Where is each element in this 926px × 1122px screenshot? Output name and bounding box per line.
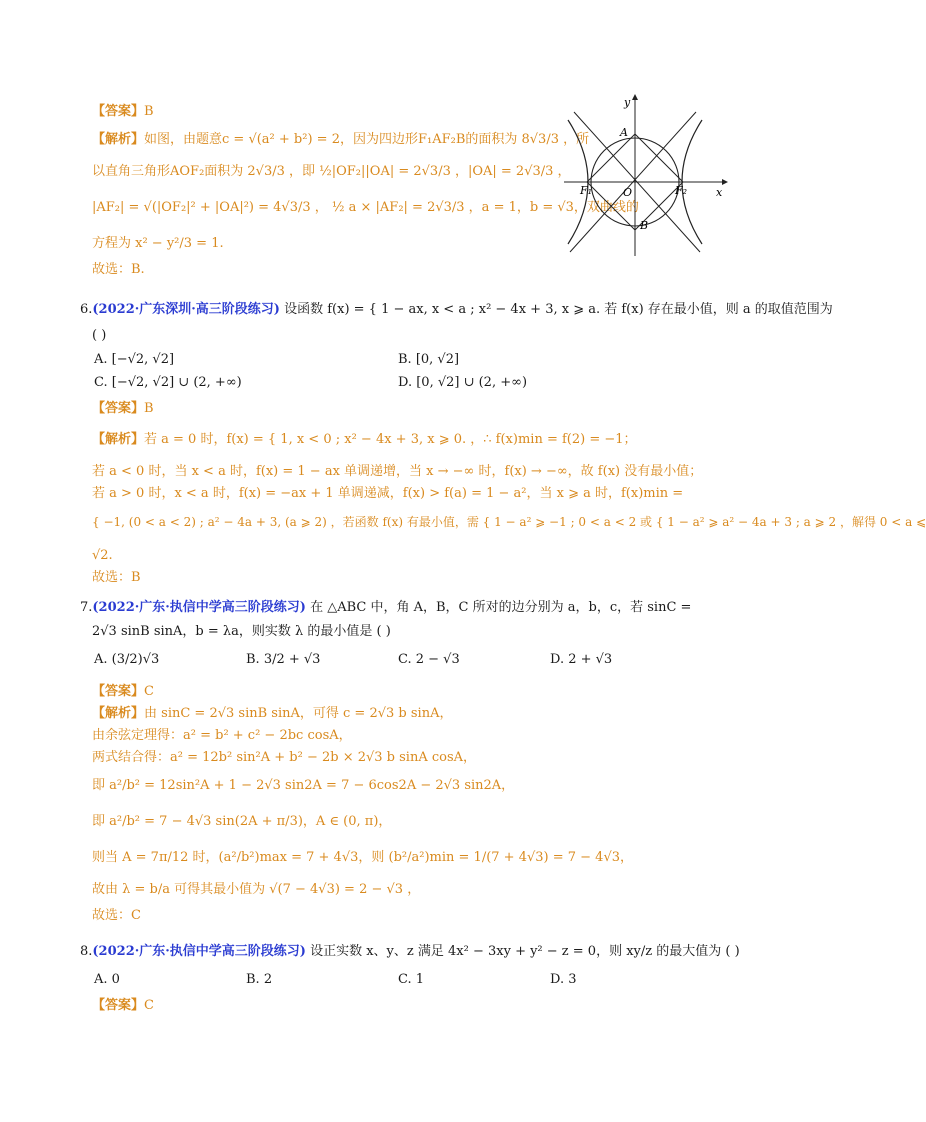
q6-option-a: A. [−√2, √2] bbox=[94, 352, 175, 367]
q7-conclusion: 故选：C bbox=[92, 908, 141, 923]
answer-tag: 【答案】 bbox=[92, 104, 145, 119]
q7-option-c: C. 2 − √3 bbox=[398, 652, 460, 667]
analysis-text: 由 sinC = 2√3 sinB sinA，可得 c = 2√3 b sinA， bbox=[144, 706, 453, 721]
q7-stem-line-2: 2√3 sinB sinA，b = λa，则实数 λ 的最小值是 ( ) bbox=[92, 624, 391, 639]
x-axis-arrow bbox=[722, 179, 728, 185]
question-source: (2022·广东·执信中学高三阶段练习) bbox=[92, 944, 306, 959]
question-text: 设正实数 x、y、z 满足 4x² − 3xy + y² − z = 0，则 xy/z 的最大值为 ( ) bbox=[310, 944, 740, 959]
question-source: (2022·广东·执信中学高三阶段练习) bbox=[92, 600, 306, 615]
label-B: B bbox=[640, 219, 649, 232]
label-A: A bbox=[620, 126, 628, 139]
q6-stem bbox=[80, 302, 833, 318]
analysis-text: 若 a = 0 时，f(x) = { 1, x < 0 ; x² − 4x + 3, x ⩾ 0. ，∴ f(x)min = f(2) = −1； bbox=[144, 432, 637, 447]
q8-option-b: B. 2 bbox=[246, 972, 273, 987]
question-source: (2022·广东深圳·高三阶段练习) bbox=[92, 302, 280, 317]
question-number: 6. bbox=[80, 302, 93, 317]
q5-analysis-line-3: |AF₂| = √(|OF₂|² + |OA|²) = 4√3/3 ， ½ a × |AF₂| = 2√3/3 ，a = 1，b = √3，双曲线的 bbox=[92, 200, 639, 215]
q6-option-b: B. [0, √2] bbox=[398, 352, 460, 367]
answer-tag: 【答案】 bbox=[92, 684, 145, 699]
q7-analysis-line-6: 则当 A = 7π/12 时，(a²/b²)max = 7 + 4√3，则 (b²/a²)min = 1/(7 + 4√3) = 7 − 4√3， bbox=[92, 850, 634, 865]
label-x: x bbox=[716, 186, 723, 199]
question-text: 在 △ABC 中，角 A，B，C 所对的边分别为 a，b，c，若 sinC = bbox=[310, 600, 692, 615]
q8-option-c: C. 1 bbox=[398, 972, 425, 987]
label-y: y bbox=[624, 96, 631, 109]
question-number: 7. bbox=[80, 600, 93, 615]
q8-stem bbox=[80, 944, 740, 960]
q5-analysis-line-2: 以直角三角形AOF₂面积为 2√3/3 ，即 ½|OF₂||OA| = 2√3/3 ，|OA| = 2√3/3 ， bbox=[92, 164, 571, 179]
segment-f1-a bbox=[587, 134, 635, 182]
answer-value: C bbox=[144, 684, 154, 699]
q7-analysis-line-4: 即 a²/b² = 12sin²A + 1 − 2√3 sin2A = 7 − 6cos2A − 2√3 sin2A， bbox=[92, 778, 515, 793]
q7-analysis-line-1 bbox=[92, 706, 452, 722]
label-F2: F₂ bbox=[675, 184, 688, 197]
q6-analysis-line-4: { −1, (0 < a < 2) ; a² − 4a + 3, (a ⩾ 2) ，若函数 f(x) 有最小值，需 { 1 − a² ⩾ −1 ; 0 < a < 2 或 { 1 − a² ⩾ a² − 4a + 3 ; a ⩾ 2 ，解得 0 < a ⩽ bbox=[92, 515, 926, 529]
q6-analysis-line-5: √2. bbox=[92, 548, 113, 563]
q5-answer bbox=[92, 104, 154, 120]
answer-value: B bbox=[144, 401, 154, 416]
analysis-tag: 【解析】 bbox=[92, 132, 145, 147]
q7-analysis-line-3: 两式结合得：a² = 12b² sin²A + b² − 2b × 2√3 b sinA cosA， bbox=[92, 750, 477, 765]
q6-paren: ( ) bbox=[92, 328, 107, 343]
label-O: O bbox=[623, 186, 633, 199]
q7-analysis-line-2: 由余弦定理得：a² = b² + c² − 2bc cosA， bbox=[92, 728, 352, 743]
q6-analysis-line-2: 若 a < 0 时，当 x < a 时，f(x) = 1 − ax 单调递增，当 x → −∞ 时，f(x) → −∞，故 f(x) 没有最小值； bbox=[92, 464, 703, 479]
q7-analysis-line-5: 即 a²/b² = 7 − 4√3 sin(2A + π/3)，A ∈ (0, π)， bbox=[92, 814, 392, 829]
answer-tag: 【答案】 bbox=[92, 998, 145, 1013]
q5-analysis-line-1 bbox=[92, 132, 589, 148]
answer-value: B bbox=[144, 104, 154, 119]
q7-stem-line-1 bbox=[80, 600, 691, 616]
q7-analysis-line-7: 故由 λ = b/a 可得其最小值为 √(7 − 4√3) = 2 − √3 ， bbox=[92, 882, 421, 897]
analysis-text: 如图，由题意c = √(a² + b²) = 2，因为四边形F₁AF₂B的面积为 8√3/3 ，所 bbox=[144, 132, 590, 147]
question-number: 8. bbox=[80, 944, 93, 959]
label-F1: F₁ bbox=[580, 184, 593, 197]
q7-answer bbox=[92, 684, 154, 700]
analysis-tag: 【解析】 bbox=[92, 706, 145, 721]
q6-option-c: C. [−√2, √2] ∪ (2, +∞) bbox=[94, 375, 242, 390]
q5-conclusion: 故选：B. bbox=[92, 262, 145, 277]
q7-option-d: D. 2 + √3 bbox=[550, 652, 613, 667]
q6-analysis-line-3: 若 a > 0 时，x < a 时，f(x) = −ax + 1 单调递减，f(x) > f(a) = 1 − a²，当 x ⩾ a 时，f(x)min = bbox=[92, 486, 684, 501]
segment-a-f2 bbox=[635, 134, 683, 182]
q7-option-b: B. 3/2 + √3 bbox=[246, 652, 321, 667]
q6-answer bbox=[92, 401, 154, 417]
y-axis-arrow bbox=[632, 94, 638, 100]
q5-analysis-line-4: 方程为 x² − y²/3 = 1. bbox=[92, 236, 224, 251]
answer-tag: 【答案】 bbox=[92, 401, 145, 416]
q8-answer bbox=[92, 998, 154, 1014]
q6-conclusion: 故选：B bbox=[92, 570, 141, 585]
q6-analysis-line-1 bbox=[92, 432, 637, 448]
q8-option-d: D. 3 bbox=[550, 972, 577, 987]
analysis-tag: 【解析】 bbox=[92, 432, 145, 447]
hyperbola-figure bbox=[560, 92, 730, 262]
q7-option-a: A. (3/2)√3 bbox=[94, 652, 160, 667]
question-text: 设函数 f(x) = { 1 − ax, x < a ; x² − 4x + 3, x ⩾ a. 若 f(x) 存在最小值，则 a 的取值范围为 bbox=[284, 302, 833, 317]
answer-value: C bbox=[144, 998, 154, 1013]
q8-option-a: A. 0 bbox=[94, 972, 120, 987]
q6-option-d: D. [0, √2] ∪ (2, +∞) bbox=[398, 375, 528, 390]
